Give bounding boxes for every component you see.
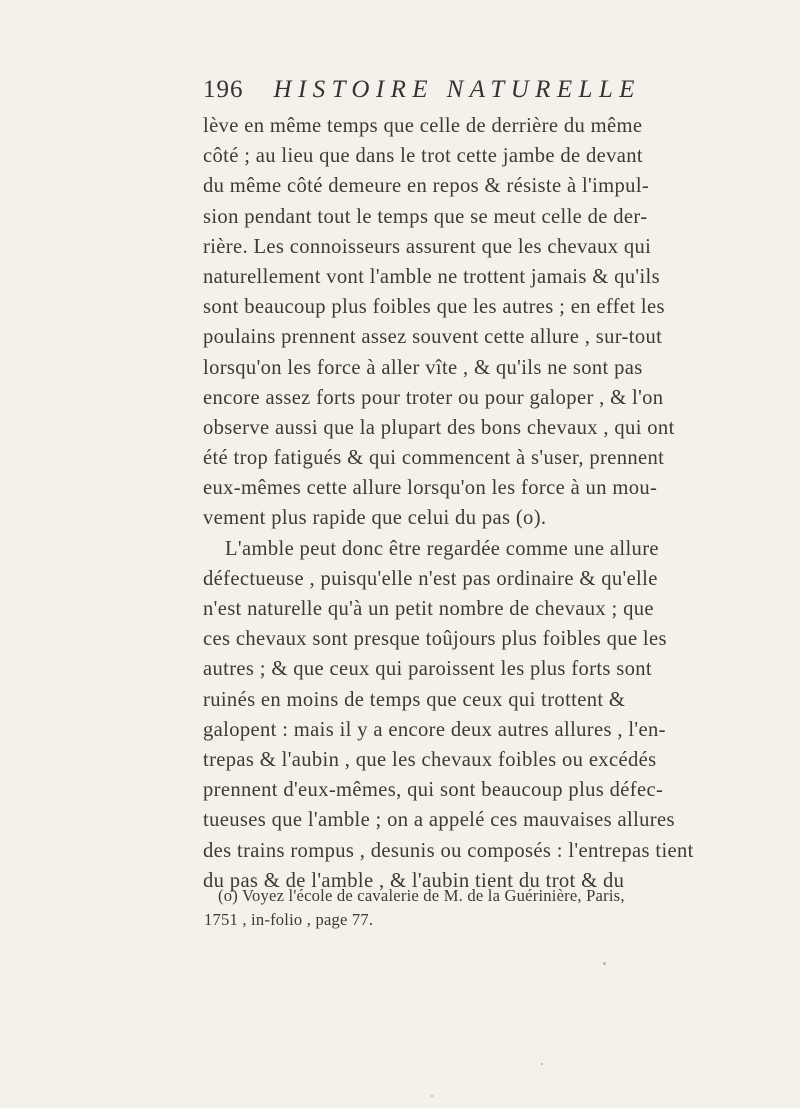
paper-speck xyxy=(603,962,606,965)
footnote xyxy=(204,884,628,932)
running-title: HISTOIRE NATURELLE xyxy=(273,76,641,103)
text-line: eux-mêmes cette allure lorsqu'on les force à un mou- xyxy=(203,477,658,500)
text-line-main: vement plus rapide que celui du pas (o). xyxy=(203,507,547,530)
page-number: 196 xyxy=(203,76,244,103)
text-line: lève en même temps que celle de derrière du même xyxy=(203,115,643,137)
text-line: rière. Les connoisseurs assurent que les chevaux qui xyxy=(203,235,652,258)
text-line: trepas & l'aubin , que les chevaux foibles ou excédés xyxy=(203,748,657,771)
text-line: n'est naturelle qu'à un petit nombre de chevaux ; que xyxy=(203,598,654,620)
text-line: observe aussi que la plupart des bons chevaux , qui ont xyxy=(203,416,675,439)
text-line: été trop fatigués & qui commencent à s'user, prennent xyxy=(203,447,665,470)
footnote-line: 1751 , in-folio , page 77. xyxy=(204,910,374,929)
text-line: ruinés en moins de temps que ceux qui trottent & xyxy=(203,688,626,711)
text-line: galopent : mais il y a encore deux autres allures , l'en- xyxy=(203,718,666,741)
text-line: prennent d'eux-mêmes, qui sont beaucoup plus défec- xyxy=(203,779,664,802)
body-text xyxy=(203,111,694,896)
page-header xyxy=(203,76,641,110)
paragraph-start-line: L'amble peut donc être regardée comme une allure xyxy=(225,537,659,560)
text-line xyxy=(203,503,623,533)
text-line: poulains prennent assez souvent cette allure , sur-tout xyxy=(203,326,663,349)
text-line: côté ; au lieu que dans le trot cette jambe de devant xyxy=(203,145,643,168)
text-line: sont beaucoup plus foibles que les autres ; en effet les xyxy=(203,296,665,319)
text-line: lorsqu'on les force à aller vîte , & qu'ils ne sont pas xyxy=(203,356,643,379)
paper-speck xyxy=(431,1095,433,1097)
footnote-line: (o) Voyez l'école de cavalerie de M. de la Guérinière, Paris, xyxy=(218,886,625,905)
text-line: tueuses que l'amble ; on a appelé ces mauvaises allures xyxy=(203,809,675,832)
text-line: des trains rompus , desunis ou composés : l'entrepas tient xyxy=(203,839,694,862)
paper-speck xyxy=(541,1063,543,1065)
text-line: sion pendant tout le temps que se meut celle de der- xyxy=(203,205,648,228)
text-line: du pas & de l'amble , & l'aubin tient du trot & du xyxy=(203,869,625,892)
text-line: du même côté demeure en repos & résiste à l'impul- xyxy=(203,175,650,198)
text-line: ces chevaux sont presque toûjours plus foibles que les xyxy=(203,628,667,651)
text-line: encore assez forts pour troter ou pour galoper , & l'on xyxy=(203,386,664,409)
text-line: autres ; & que ceux qui paroissent les plus forts sont xyxy=(203,658,653,681)
text-line: naturellement vont l'amble ne trottent jamais & qu'ils xyxy=(203,265,660,288)
text-line: défectueuse , puisqu'elle n'est pas ordinaire & qu'elle xyxy=(203,567,658,590)
